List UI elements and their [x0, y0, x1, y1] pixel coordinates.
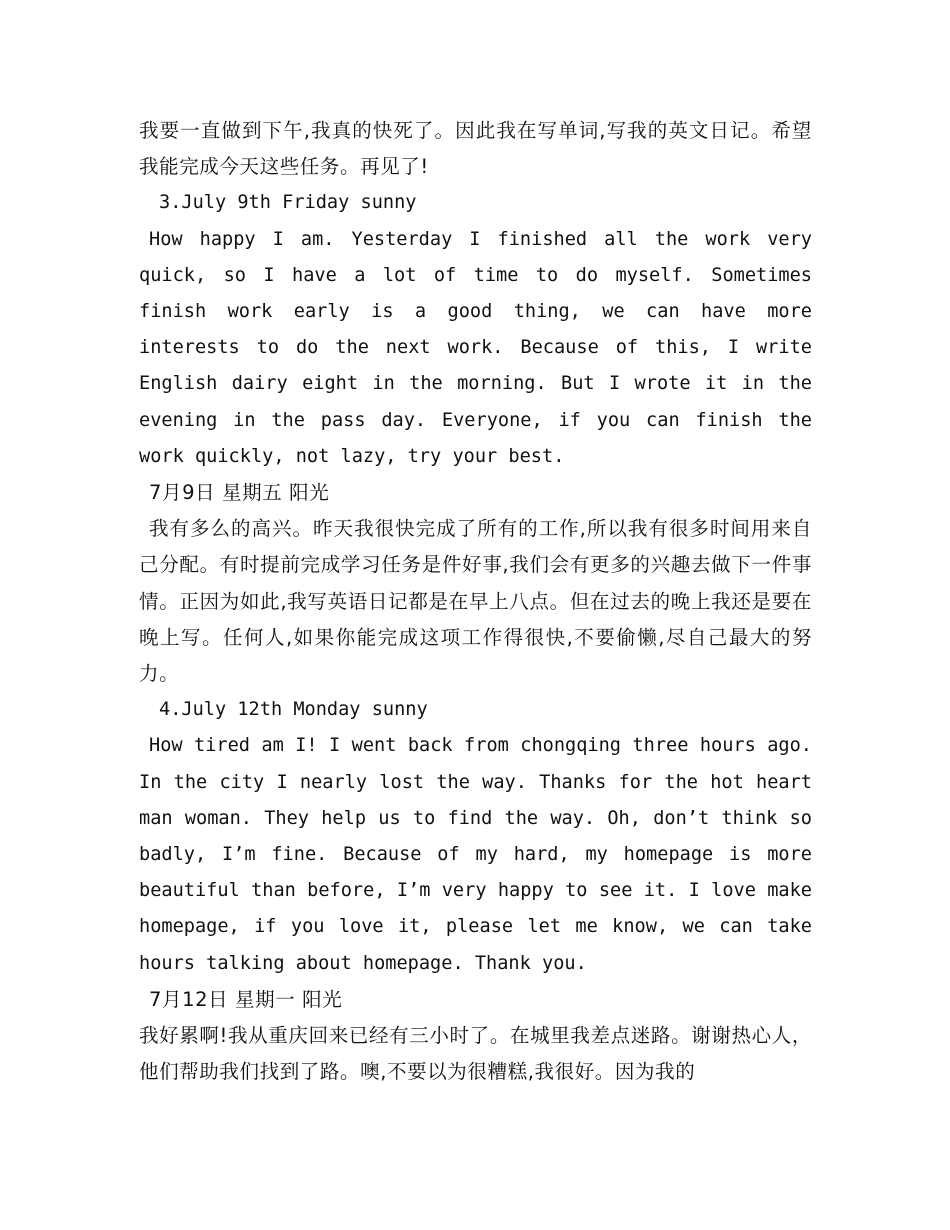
diary-entry-heading-july-9: 3.July 9th Friday sunny: [159, 192, 417, 214]
diary-en-paragraph-july-12: How tired am I! I went back from chongqing three hours ago. In the city I nearly lost the way. Thanks for the hot heart man woman. They help us to find the way. Oh, don’t think so badly, I’m fine. Because of my hard, my homepage is more beautiful than before, I’m very happy to see it. I love make homepage, if you love it, please let me know, we can take hours talking about homepage. Thank you.: [139, 735, 812, 974]
diary-cn-heading-july-12: 7月12日 星期一 阳光: [149, 987, 343, 1011]
diary-en-paragraph-july-9: How happy I am. Yesterday I finished all the work very quick, so I have a lot of time to do myself. Sometimes finish work early is a good thing, we can have more interests to do the next work. Because of this, I write English dairy eight in the morning. But I wrote it in the evening in the pass day. Everyone, if you can finish the work quickly, not lazy, try your best.: [139, 228, 812, 467]
diary-entry-heading-july-12: 4.July 12th Monday sunny: [159, 699, 428, 721]
diary-cn-paragraph-july-12: 我好累啊!我从重庆回来已经有三小时了。在城里我差点迷路。谢谢热心人，他们帮助我们找到了路。噢,不要以为很糟糕,我很好。因为我的: [139, 1024, 812, 1084]
diary-cn-heading-july-9: 7月9日 星期五 阳光: [149, 481, 330, 505]
document-page: [139, 113, 812, 1090]
diary-cn-paragraph-july-9: 我有多么的高兴。昨天我很快完成了所有的工作,所以我有很多时间用来自己分配。有时提前完成学习任务是件好事,我们会有更多的兴趣去做下一件事情。正因为如此,我写英语日记都是在早上八点。但在过去的晚上我还是要在晚上写。任何人,如果你能完成这项工作得很快,不要偷懒,尽自己最大的努力。: [139, 517, 812, 686]
diary-cn-paragraph-continued: 我要一直做到下午,我真的快死了。因此我在写单词,写我的英文日记。希望我能完成今天这些任务。再见了!: [139, 119, 812, 179]
